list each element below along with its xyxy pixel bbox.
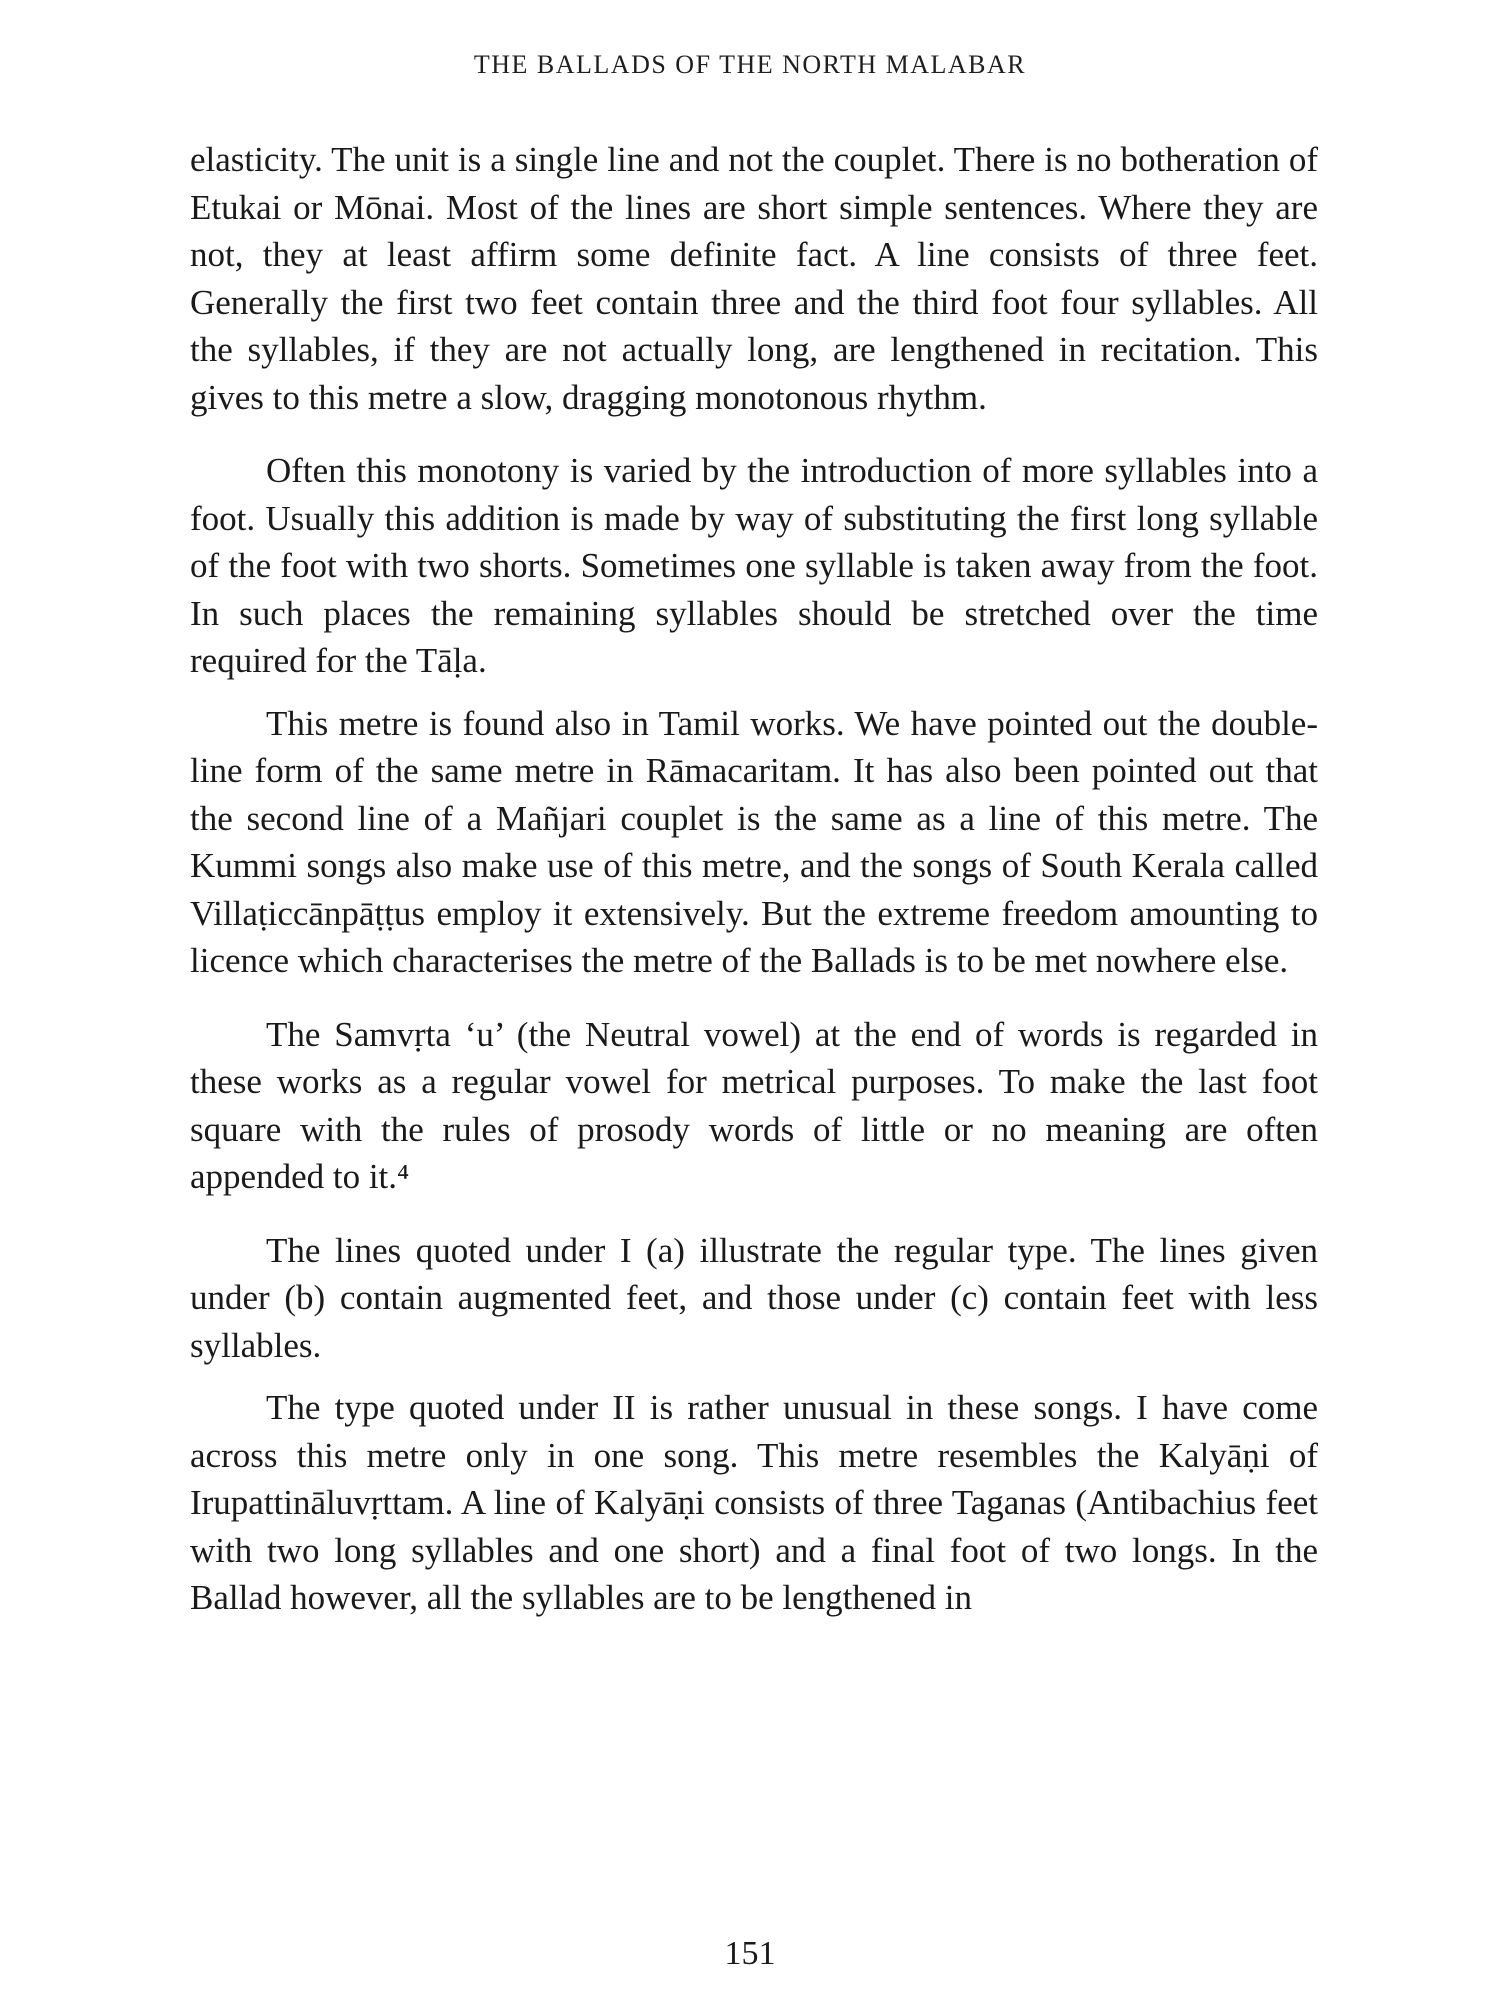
paragraph-samvrta-vowel: The Samvṛta ‘u’ (the Neutral vowel) at the end of words is regarded in these works as a regular vowel for metrical purposes. To make the last foot square with the rules of prosody words of little or no meaning are often appended to it.⁴ (190, 1014, 1318, 1196)
body-text (190, 136, 1318, 1622)
paragraph-tamil-works: This metre is found also in Tamil works. We have pointed out the double-line form of the same metre in Rāmacaritam. It has also been pointed out that the second line of a Mañjari couplet is the same as a line of this metre. The Kummi songs also make use of this metre, and the songs of South Kerala called Villaṭiccānpāṭṭus employ it extensively. But the extreme freedom amounting to licence which characterises the metre of the Ballads is to be met nowhere else. (190, 703, 1318, 980)
paragraph-type-two: The type quoted under II is rather unusual in these songs. I have come across this metre only in one song. This metre resembles the Kalyāṇi of Irupattināluvṛttam. A line of Kalyāṇi consists of three Taganas (Antibachius feet with two long syllables and one short) and a final foot of two longs. In the Ballad however, all the syllables are to be lengthened in (190, 1388, 1318, 1617)
paragraph-quoted-lines: The lines quoted under I (a) illustrate the regular type. The lines given under (b) contain augmented feet, and those under (c) contain feet with less syllables. (190, 1230, 1318, 1365)
page-number: 151 (724, 1935, 776, 1972)
paragraph-metre-description: elasticity. The unit is a single line and not the couplet. There is no botheration of Etukai or Mōnai. Most of the lines are short simple sentences. Where they are not, they at least affirm some definite fact. A line consists of three feet. Generally the first two feet contain three and the third foot four syllables. All the syllables, if they are not actually long, are lengthened in recitation. This gives to this metre a slow, dragging monotonous rhythm. (190, 140, 1318, 417)
paragraph-monotony-variation: Often this monotony is varied by the introduction of more syllables into a foot. Usually this addition is made by way of substituting the first long syllable of the foot with two shorts. Sometimes one syllable is taken away from the foot. In such places the remaining syllables should be stretched over the time required for the Tāḷa. (190, 451, 1318, 680)
running-head-title: THE BALLADS OF THE NORTH MALABAR (473, 50, 1027, 79)
